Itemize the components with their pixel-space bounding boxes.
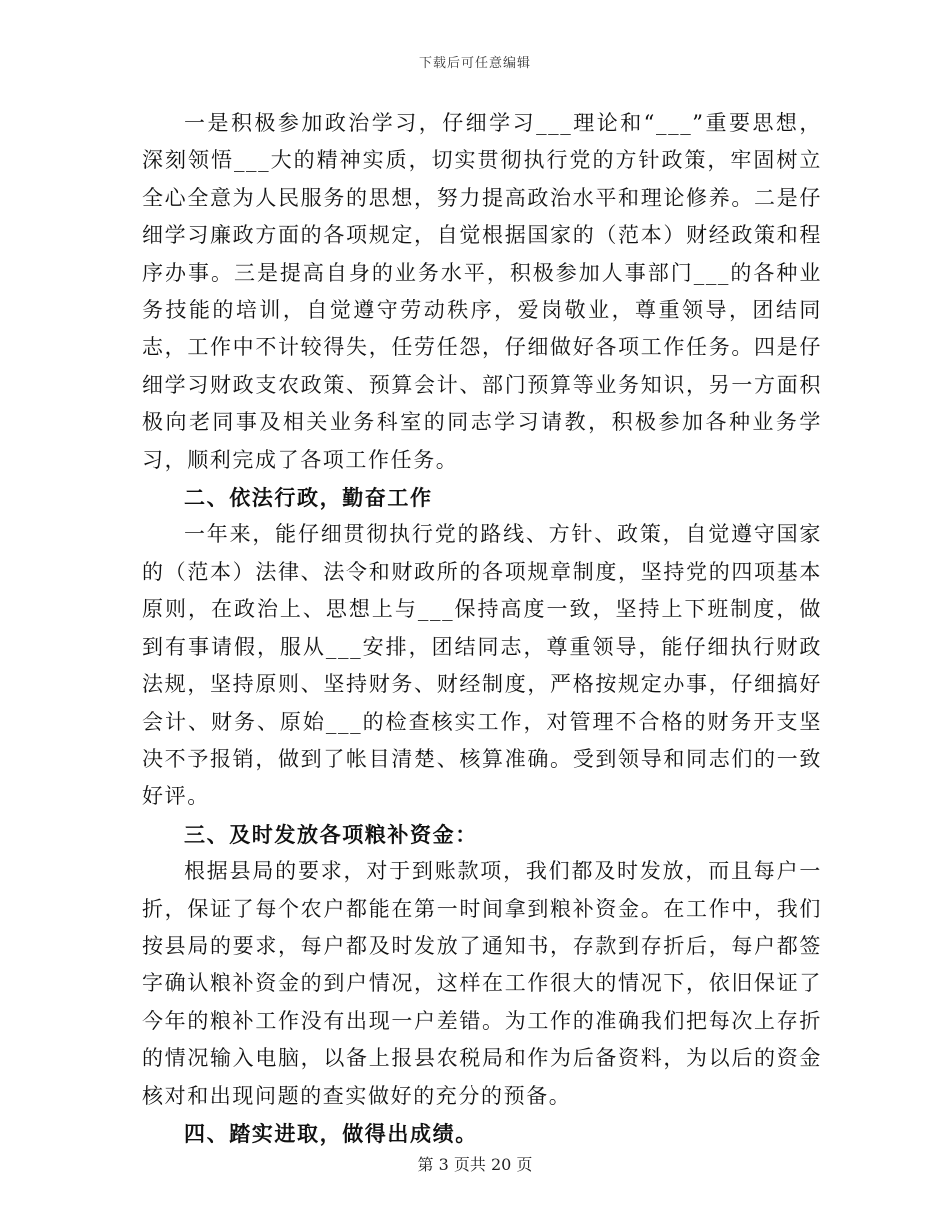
paragraph-study: 一是积极参加政治学习，仔细学习___理论和“___”重要思想，深刻领悟___大的精神实质，切实贯彻执行党的方针政策，牢固树立全心全意为人民服务的思想，努力提高政治水平和理论修养。二是仔细学习廉政方面的各项规定，自觉根据国家的（范本）财经政策和程序办事。三是提高自身的业务水平，积极参加人事部门___的各种业务技能的培训，自觉遵守劳动秩序，爱岗敬业，尊重领导，团结同志，工作中不计较得失，任劳任怨，仔细做好各项工作任务。四是仔细学习财政支农政策、预算会计、部门预算等业务知识，另一方面积极向老同事及相关业务科室的同志学习请教，积极参加各种业务学习，顺利完成了各项工作任务。 (142, 111, 822, 472)
paragraph-law: 一年来，能仔细贯彻执行党的路线、方针、政策，自觉遵守国家的（范本）法律、法令和财政所的各项规章制度，坚持党的四项基本原则，在政治上、思想上与___保持高度一致，坚持上下班制度，做到有事请假，服从___安排，团结同志，尊重领导，能仔细执行财政法规，坚持原则、坚持财务、财经制度，严格按规定办事，仔细搞好会计、财务、原始___的检查核实工作，对管理不合格的财务开支坚决不予报销，做到了帐目清楚、核算准确。受到领导和同志们的一致好评。 (142, 522, 822, 809)
paragraph-subsidy: 根据县局的要求，对于到账款项，我们都及时发放，而且每户一折，保证了每个农户都能在第一时间拿到粮补资金。在工作中，我们按县局的要求，每户都及时发放了通知书，存款到存折后，每户都签字确认粮补资金的到户情况，这样在工作很大的情况下，依旧保证了今年的粮补工作没有出现一户差错。为工作的准确我们把每次上存折的情况输入电脑，以备上报县农税局和作为后备资料，为以后的资金核对和出现问题的查实做好的充分的预备。 (142, 859, 822, 1108)
page-header: 下载后可任意编辑 (418, 56, 531, 71)
section-heading-2: 二、依法行政，勤奋工作 (184, 485, 433, 511)
document-body (142, 105, 822, 1152)
section-heading-3: 三、及时发放各项粮补资金： (184, 821, 478, 847)
section-heading-4: 四、踏实进取，做得出成绩。 (184, 1120, 478, 1146)
page-number: 第 3 页共 20 页 (417, 1155, 533, 1174)
